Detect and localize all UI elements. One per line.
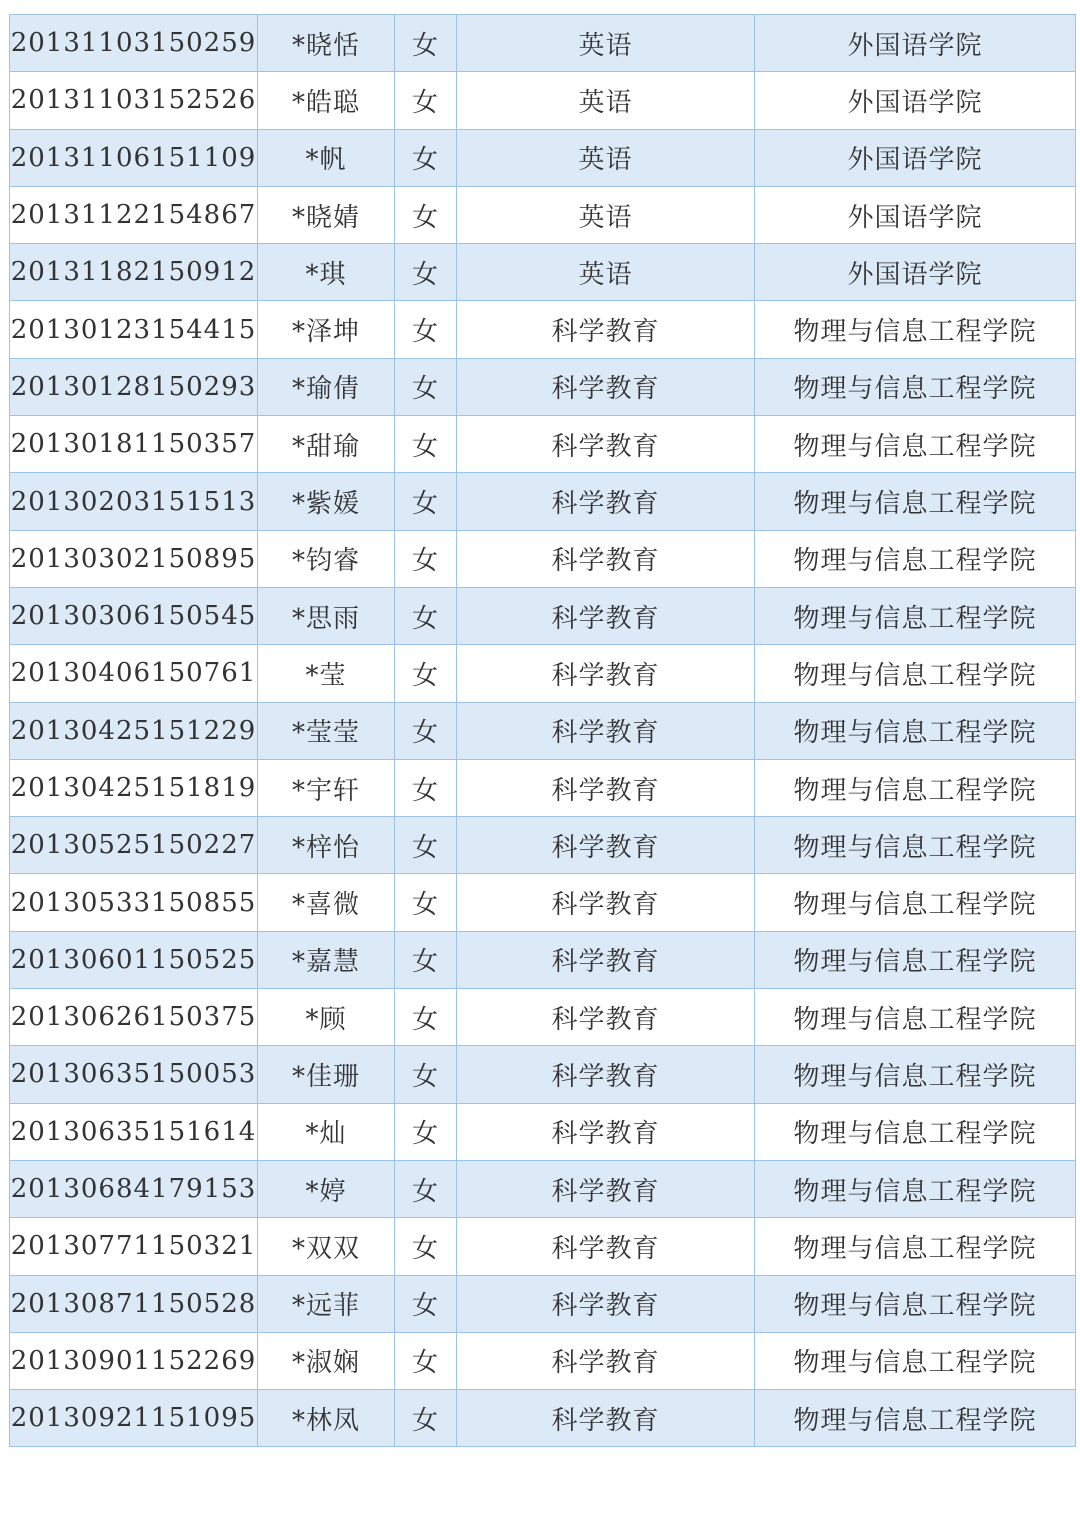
student-name-cell: *梓怡 — [258, 817, 395, 874]
student-name-cell: *林凤 — [258, 1390, 395, 1447]
table-row — [10, 1390, 1076, 1447]
gender-cell: 女 — [395, 1390, 457, 1447]
gender-cell: 女 — [395, 931, 457, 988]
table-row — [10, 1332, 1076, 1389]
student-id-cell: 20131182150912 — [10, 244, 258, 301]
student-name-cell: *喜微 — [258, 874, 395, 931]
gender-cell: 女 — [395, 530, 457, 587]
table-row — [10, 759, 1076, 816]
gender-cell: 女 — [395, 129, 457, 186]
student-name-cell: *琪 — [258, 244, 395, 301]
student-id-cell: 20130635150053 — [10, 1046, 258, 1103]
gender-cell: 女 — [395, 645, 457, 702]
college-cell: 外国语学院 — [755, 129, 1076, 186]
student-id-cell: 20130306150545 — [10, 587, 258, 644]
college-cell: 物理与信息工程学院 — [755, 473, 1076, 530]
student-name-cell: *双双 — [258, 1218, 395, 1275]
major-cell: 科学教育 — [457, 1218, 755, 1275]
gender-cell: 女 — [395, 587, 457, 644]
table-row — [10, 1046, 1076, 1103]
student-name-cell: *莹莹 — [258, 702, 395, 759]
major-cell: 科学教育 — [457, 1390, 755, 1447]
student-id-cell: 20130123154415 — [10, 301, 258, 358]
college-cell: 物理与信息工程学院 — [755, 645, 1076, 702]
student-name-cell: *泽坤 — [258, 301, 395, 358]
major-cell: 科学教育 — [457, 1103, 755, 1160]
table-row — [10, 874, 1076, 931]
major-cell: 英语 — [457, 15, 755, 72]
major-cell: 科学教育 — [457, 473, 755, 530]
student-id-cell: 20130871150528 — [10, 1275, 258, 1332]
table-row — [10, 989, 1076, 1046]
major-cell: 科学教育 — [457, 530, 755, 587]
student-id-cell: 20130525150227 — [10, 817, 258, 874]
student-name-cell: *瑜倩 — [258, 358, 395, 415]
student-name-cell: *晓婧 — [258, 186, 395, 243]
table-row — [10, 358, 1076, 415]
table-row — [10, 1218, 1076, 1275]
student-id-cell: 20130203151513 — [10, 473, 258, 530]
student-id-cell: 20130635151614 — [10, 1103, 258, 1160]
gender-cell: 女 — [395, 72, 457, 129]
gender-cell: 女 — [395, 874, 457, 931]
student-id-cell: 20131106151109 — [10, 129, 258, 186]
gender-cell: 女 — [395, 759, 457, 816]
major-cell: 英语 — [457, 129, 755, 186]
table-row — [10, 1160, 1076, 1217]
major-cell: 科学教育 — [457, 931, 755, 988]
college-cell: 物理与信息工程学院 — [755, 759, 1076, 816]
major-cell: 科学教育 — [457, 1332, 755, 1389]
table-row — [10, 931, 1076, 988]
college-cell: 物理与信息工程学院 — [755, 1390, 1076, 1447]
student-id-cell: 20131103150259 — [10, 15, 258, 72]
major-cell: 科学教育 — [457, 759, 755, 816]
student-id-cell: 20130533150855 — [10, 874, 258, 931]
major-cell: 科学教育 — [457, 1160, 755, 1217]
college-cell: 外国语学院 — [755, 72, 1076, 129]
college-cell: 物理与信息工程学院 — [755, 530, 1076, 587]
student-name-cell: *嘉慧 — [258, 931, 395, 988]
college-cell: 外国语学院 — [755, 15, 1076, 72]
gender-cell: 女 — [395, 702, 457, 759]
college-cell: 物理与信息工程学院 — [755, 358, 1076, 415]
student-name-cell: *莹 — [258, 645, 395, 702]
major-cell: 科学教育 — [457, 416, 755, 473]
student-id-cell: 20130425151229 — [10, 702, 258, 759]
college-cell: 外国语学院 — [755, 186, 1076, 243]
college-cell: 物理与信息工程学院 — [755, 587, 1076, 644]
major-cell: 英语 — [457, 244, 755, 301]
gender-cell: 女 — [395, 1046, 457, 1103]
student-name-cell: *佳珊 — [258, 1046, 395, 1103]
table-row — [10, 1275, 1076, 1332]
student-name-cell: *紫媛 — [258, 473, 395, 530]
gender-cell: 女 — [395, 817, 457, 874]
student-id-cell: 20130406150761 — [10, 645, 258, 702]
table-row — [10, 186, 1076, 243]
student-id-cell: 20130901152269 — [10, 1332, 258, 1389]
table-row — [10, 301, 1076, 358]
table-row — [10, 645, 1076, 702]
table-row — [10, 15, 1076, 72]
gender-cell: 女 — [395, 1103, 457, 1160]
major-cell: 科学教育 — [457, 874, 755, 931]
student-id-cell: 20130425151819 — [10, 759, 258, 816]
college-cell: 物理与信息工程学院 — [755, 874, 1076, 931]
gender-cell: 女 — [395, 244, 457, 301]
major-cell: 英语 — [457, 186, 755, 243]
table-row — [10, 1103, 1076, 1160]
gender-cell: 女 — [395, 416, 457, 473]
student-name-cell: *钧睿 — [258, 530, 395, 587]
table-row — [10, 473, 1076, 530]
college-cell: 物理与信息工程学院 — [755, 1103, 1076, 1160]
student-id-cell: 20130684179153 — [10, 1160, 258, 1217]
roster-table-container — [9, 14, 1075, 1447]
student-name-cell: *顾 — [258, 989, 395, 1046]
college-cell: 物理与信息工程学院 — [755, 1332, 1076, 1389]
student-name-cell: *婷 — [258, 1160, 395, 1217]
table-row — [10, 244, 1076, 301]
major-cell: 科学教育 — [457, 989, 755, 1046]
student-name-cell: *思雨 — [258, 587, 395, 644]
student-name-cell: *远菲 — [258, 1275, 395, 1332]
major-cell: 科学教育 — [457, 645, 755, 702]
college-cell: 物理与信息工程学院 — [755, 1046, 1076, 1103]
gender-cell: 女 — [395, 1332, 457, 1389]
student-id-cell: 20130626150375 — [10, 989, 258, 1046]
student-name-cell: *晓恬 — [258, 15, 395, 72]
major-cell: 科学教育 — [457, 817, 755, 874]
college-cell: 物理与信息工程学院 — [755, 301, 1076, 358]
gender-cell: 女 — [395, 989, 457, 1046]
table-row — [10, 72, 1076, 129]
student-name-cell: *帆 — [258, 129, 395, 186]
table-row — [10, 702, 1076, 759]
major-cell: 科学教育 — [457, 702, 755, 759]
student-name-cell: *皓聪 — [258, 72, 395, 129]
student-id-cell: 20130302150895 — [10, 530, 258, 587]
table-row — [10, 129, 1076, 186]
college-cell: 物理与信息工程学院 — [755, 931, 1076, 988]
student-name-cell: *灿 — [258, 1103, 395, 1160]
table-row — [10, 416, 1076, 473]
student-id-cell: 20131122154867 — [10, 186, 258, 243]
student-id-cell: 20130771150321 — [10, 1218, 258, 1275]
table-row — [10, 530, 1076, 587]
student-name-cell: *宇轩 — [258, 759, 395, 816]
roster-table-body — [10, 15, 1076, 1447]
gender-cell: 女 — [395, 473, 457, 530]
table-row — [10, 587, 1076, 644]
gender-cell: 女 — [395, 301, 457, 358]
gender-cell: 女 — [395, 15, 457, 72]
college-cell: 物理与信息工程学院 — [755, 1160, 1076, 1217]
college-cell: 外国语学院 — [755, 244, 1076, 301]
major-cell: 科学教育 — [457, 1046, 755, 1103]
student-id-cell: 20130601150525 — [10, 931, 258, 988]
gender-cell: 女 — [395, 358, 457, 415]
gender-cell: 女 — [395, 1218, 457, 1275]
student-id-cell: 20131103152526 — [10, 72, 258, 129]
table-row — [10, 817, 1076, 874]
gender-cell: 女 — [395, 186, 457, 243]
major-cell: 科学教育 — [457, 587, 755, 644]
gender-cell: 女 — [395, 1275, 457, 1332]
college-cell: 物理与信息工程学院 — [755, 817, 1076, 874]
student-id-cell: 20130921151095 — [10, 1390, 258, 1447]
student-id-cell: 20130128150293 — [10, 358, 258, 415]
college-cell: 物理与信息工程学院 — [755, 989, 1076, 1046]
college-cell: 物理与信息工程学院 — [755, 1275, 1076, 1332]
major-cell: 科学教育 — [457, 358, 755, 415]
college-cell: 物理与信息工程学院 — [755, 416, 1076, 473]
college-cell: 物理与信息工程学院 — [755, 702, 1076, 759]
student-name-cell: *甜瑜 — [258, 416, 395, 473]
major-cell: 科学教育 — [457, 301, 755, 358]
student-roster-table — [9, 14, 1076, 1447]
gender-cell: 女 — [395, 1160, 457, 1217]
major-cell: 科学教育 — [457, 1275, 755, 1332]
college-cell: 物理与信息工程学院 — [755, 1218, 1076, 1275]
student-name-cell: *淑娴 — [258, 1332, 395, 1389]
major-cell: 英语 — [457, 72, 755, 129]
student-id-cell: 20130181150357 — [10, 416, 258, 473]
